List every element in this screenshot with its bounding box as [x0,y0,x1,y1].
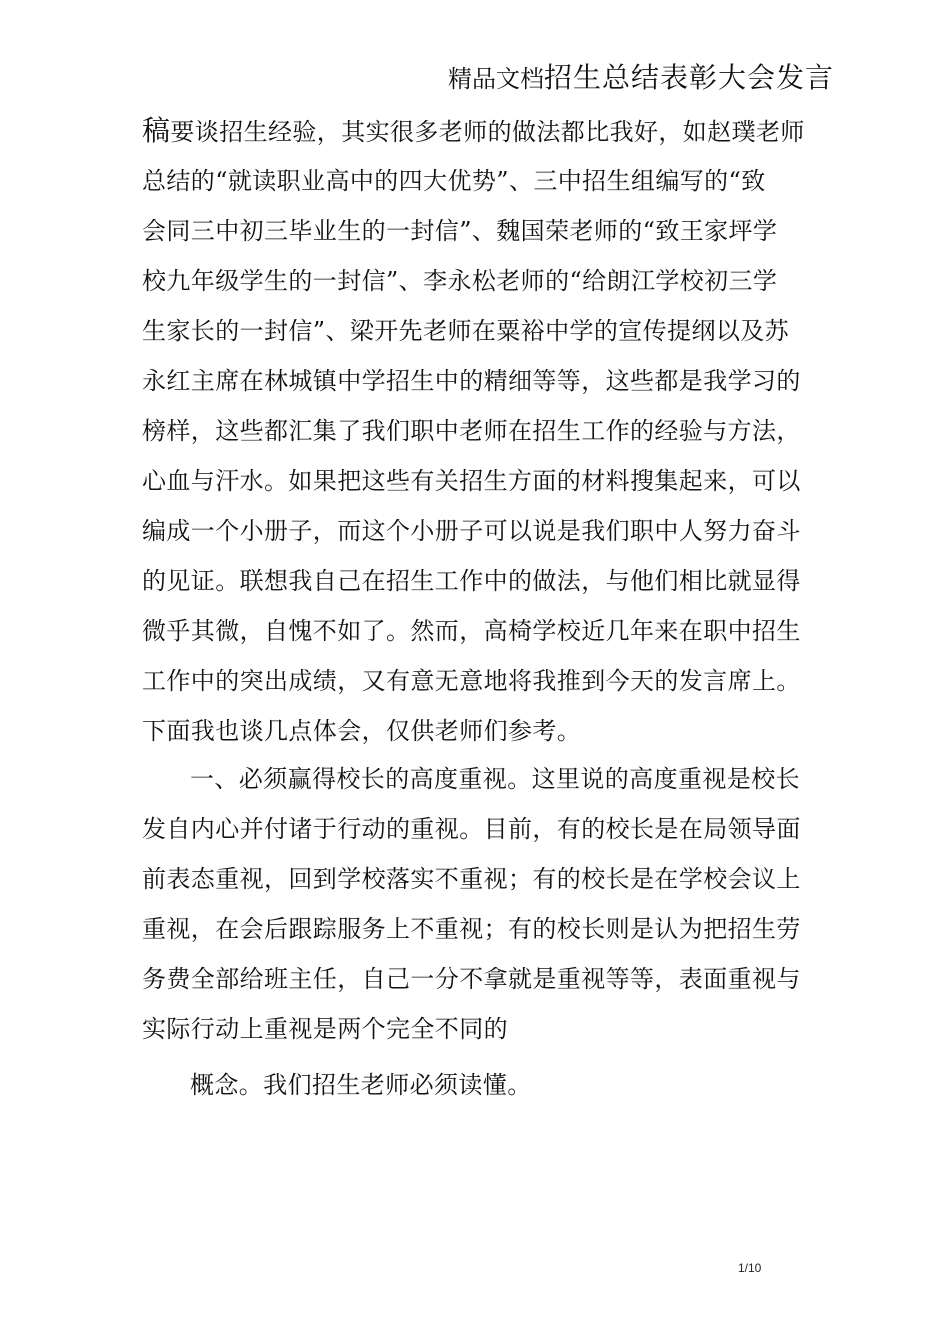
paragraph-line: 会同三中初三毕业生的一封信”、魏国荣老师的“致王家坪学 [142,217,778,245]
paragraph-line: 一、必须赢得校长的高度重视。这里说的高度重视是校长 [190,765,800,793]
paragraph-2 [142,754,842,1054]
paragraph-line: 微乎其微，自愧不如了。然而，高椅学校近几年来在职中招生 [142,617,801,645]
line-text: 要谈招生经验，其实很多老师的做法都比我好，如赵璞老师 [170,118,805,146]
paragraph-line: 心血与汗水。如果把这些有关招生方面的材料搜集起来，可以 [142,467,801,495]
paragraph-line: 重视，在会后跟踪服务上不重视；有的校长则是认为把招生劳 [142,915,801,943]
paragraph-line: 校九年级学生的一封信”、李永松老师的“给朗江学校初三学 [142,267,778,295]
header-prefix: 精品文档 [447,65,544,93]
paragraph-line: 榜样，这些都汇集了我们职中老师在招生工作的经验与方法， [142,417,801,445]
paragraph-line: 概念。我们招生老师必须读懂。 [190,1071,532,1099]
paragraph-line: 生家长的一封信”、梁开先老师在粟裕中学的宣传提纲以及苏 [142,317,790,345]
document-title: 招生总结表彰大会发言 [543,61,834,94]
page-number: 1/10 [738,1261,762,1275]
paragraph-line: 实际行动上重视是两个完全不同的 [142,1015,508,1043]
paragraph-line: 总结的“就读职业高中的四大优势”、三中招生组编写的“致 [142,167,766,195]
title-continuation-char: 稿 [142,114,171,147]
paragraph-line: 下面我也谈几点体会，仅供老师们参考。 [142,717,582,745]
paragraph-3 [142,1060,842,1110]
paragraph-line: 编成一个小册子，而这个小册子可以说是我们职中人努力奋斗 [142,517,801,545]
paragraph-line: 务费全部给班主任，自己一分不拿就是重视等等，表面重视与 [142,965,801,993]
paragraph-line: 发自内心并付诸于行动的重视。目前，有的校长是在局领导面 [142,815,801,843]
paragraph-1 [142,106,842,756]
paragraph-line [142,106,842,156]
paragraph-line: 前表态重视，回到学校落实不重视；有的校长是在学校会议上 [142,865,801,893]
paragraph-line: 的见证。联想我自己在招生工作中的做法，与他们相比就显得 [142,567,801,595]
paragraph-line: 工作中的突出成绩，又有意无意地将我推到今天的发言席上。 [142,667,801,695]
document-header [448,60,834,97]
paragraph-line: 永红主席在林城镇中学招生中的精细等等，这些都是我学习的 [142,367,801,395]
